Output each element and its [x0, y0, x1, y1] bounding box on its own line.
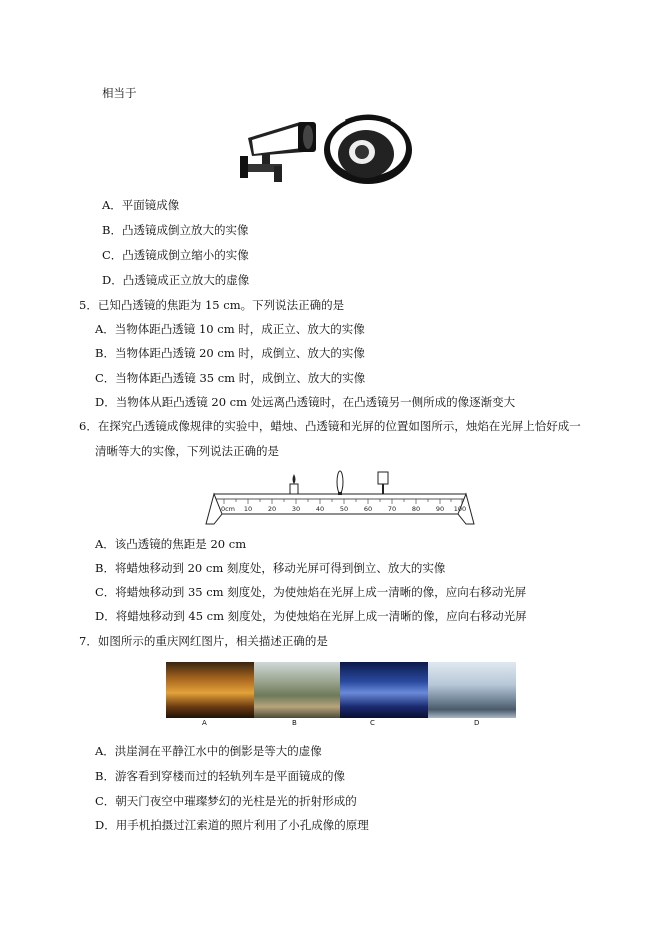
q4-option-b: B．凸透镜成倒立放大的实像	[102, 223, 249, 237]
tick-label-10: 10	[243, 505, 253, 513]
q5-option-d: D．当物体从距凸透镜 20 cm 处远离凸透镜时，在凸透镜另一侧所成的像逐渐变大	[95, 395, 516, 409]
q7-option-c: C．朝天门夜空中璀璨梦幻的光柱是光的折射形成的	[95, 794, 357, 808]
photo-c-chaotianmen-night	[340, 662, 428, 718]
q5-stem: 5．已知凸透镜的焦距为 15 cm。下列说法正确的是	[79, 298, 345, 312]
q6-option-a: A．该凸透镜的焦距是 20 cm	[95, 537, 247, 551]
photo-label-c: C	[370, 719, 375, 727]
photo-label-b: B	[292, 719, 297, 727]
photo-a-hongyadong	[166, 662, 254, 718]
q6-stem-line1: 6．在探究凸透镜成像规律的实验中，蜡烛、凸透镜和光屏的位置如图所示，烛焰在光屏上恰好成一	[79, 419, 581, 433]
tick-label-0: 0cm	[220, 505, 236, 513]
photo-b-light-rail	[254, 662, 340, 718]
tick-label-30: 30	[291, 505, 301, 513]
tick-label-90: 90	[435, 505, 445, 513]
tick-label-100: 100	[453, 505, 467, 513]
chongqing-photo-strip	[166, 662, 516, 732]
tick-label-60: 60	[363, 505, 373, 513]
convex-lens-icon	[337, 471, 343, 495]
q4-option-c: C．凸透镜成倒立缩小的实像	[102, 248, 249, 262]
candle-icon	[290, 474, 298, 494]
tick-label-80: 80	[411, 505, 421, 513]
light-screen-icon	[378, 472, 388, 494]
tick-label-20: 20	[267, 505, 277, 513]
optical-bench-figure	[204, 466, 476, 530]
bullet-camera-icon	[240, 122, 316, 182]
photo-label-a: A	[202, 719, 207, 727]
q6-option-b: B．将蜡烛移动到 20 cm 刻度处，移动光屏可得到倒立、放大的实像	[95, 561, 446, 575]
tick-label-50: 50	[339, 505, 349, 513]
q6-option-d: D．将蜡烛移动到 45 cm 刻度处，为使烛焰在光屏上成一清晰的像，应向右移动光屏	[95, 609, 527, 623]
tick-label-70: 70	[387, 505, 397, 513]
surveillance-camera-figure	[238, 108, 414, 188]
q5-option-c: C．当物体距凸透镜 35 cm 时，成倒立、放大的实像	[95, 371, 366, 385]
q7-option-a: A．洪崖洞在平静江水中的倒影是等大的虚像	[95, 744, 322, 758]
q4-option-a: A．平面镜成像	[102, 198, 180, 212]
q5-option-b: B．当物体距凸透镜 20 cm 时，成倒立、放大的实像	[95, 346, 365, 360]
intro-text: 相当于	[102, 86, 137, 100]
q4-option-d: D．凸透镜成正立放大的虚像	[102, 273, 250, 287]
photo-d-cableway	[428, 662, 516, 718]
q6-option-c: C．将蜡烛移动到 35 cm 刻度处，为使烛焰在光屏上成一清晰的像，应向右移动光屏	[95, 585, 527, 599]
tick-label-40: 40	[315, 505, 325, 513]
q7-option-d: D．用手机拍摄过江索道的照片利用了小孔成像的原理	[95, 818, 369, 832]
q6-stem-line2: 清晰等大的实像，下列说法正确的是	[95, 444, 279, 458]
q7-stem: 7．如图所示的重庆网红图片，相关描述正确的是	[79, 634, 328, 648]
dome-camera-icon	[324, 116, 412, 184]
q7-option-b: B．游客看到穿楼而过的轻轨列车是平面镜成的像	[95, 769, 345, 783]
photo-label-d: D	[474, 719, 480, 727]
q5-option-a: A．当物体距凸透镜 10 cm 时，成正立、放大的实像	[95, 322, 365, 336]
